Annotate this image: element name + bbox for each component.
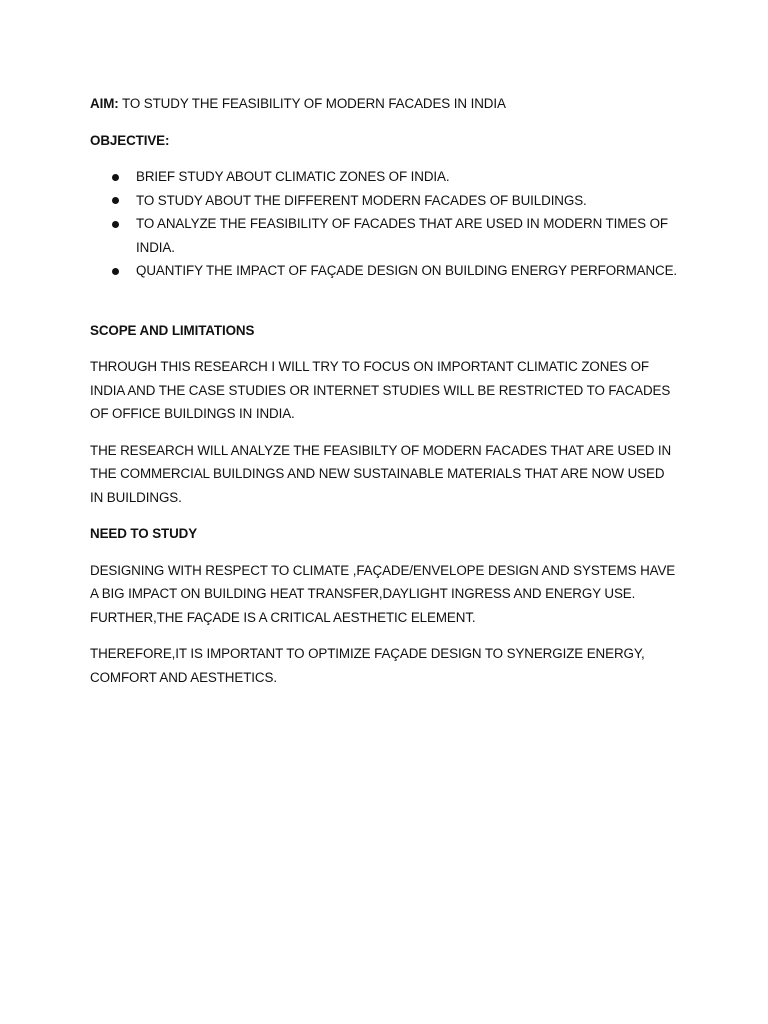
objective-item bbox=[90, 165, 696, 189]
objective-list bbox=[90, 165, 690, 283]
aim-text: TO STUDY THE FEASIBILITY OF MODERN FACADES IN INDIA bbox=[118, 96, 506, 111]
need-paragraph: DESIGNING WITH RESPECT TO CLIMATE ,FAÇADE/ENVELOPE DESIGN AND SYSTEMS HAVE A BIG IMPACT ON BUILDING HEAT TRANSFER,DAYLIGHT INGRESS AND ENERGY USE. FURTHER,THE FAÇADE IS A CRITICAL AESTHETIC ELEMENT. bbox=[90, 562, 676, 625]
objective-item-text: TO STUDY ABOUT THE DIFFERENT MODERN FACADES OF BUILDINGS. bbox=[136, 192, 587, 208]
aim-label: AIM: bbox=[90, 96, 119, 111]
objective-item bbox=[90, 259, 696, 283]
objective-item-text: QUANTIFY THE IMPACT OF FAÇADE DESIGN ON BUILDING ENERGY PERFORMANCE. bbox=[136, 263, 678, 278]
objective-item bbox=[90, 212, 696, 259]
objective-item-text: BRIEF STUDY ABOUT CLIMATIC ZONES OF INDIA. bbox=[136, 169, 450, 184]
bullet-icon bbox=[112, 268, 119, 275]
bullet-icon bbox=[112, 197, 119, 204]
scope-paragraph: THROUGH THIS RESEARCH I WILL TRY TO FOCUS ON IMPORTANT CLIMATIC ZONES OF INDIA AND THE CASE STUDIES OR INTERNET STUDIES WILL BE RESTRICTED TO FACADES OF OFFICE BUILDINGS IN INDIA. bbox=[90, 359, 671, 421]
objective-item bbox=[90, 189, 696, 213]
bullet-icon bbox=[112, 221, 119, 228]
aim-statement bbox=[90, 92, 690, 116]
objective-heading: OBJECTIVE: bbox=[90, 132, 170, 148]
need-paragraph: THEREFORE,IT IS IMPORTANT TO OPTIMIZE FAÇADE DESIGN TO SYNERGIZE ENERGY, COMFORT AND AESTHETICS. bbox=[90, 646, 645, 685]
need-heading: NEED TO STUDY bbox=[90, 526, 198, 541]
document-page bbox=[90, 92, 690, 702]
scope-paragraph: THE RESEARCH WILL ANALYZE THE FEASIBILTY OF MODERN FACADES THAT ARE USED IN THE COMMERCIAL BUILDINGS AND NEW SUSTAINABLE MATERIALS THAT ARE NOW USED IN BUILDINGS. bbox=[90, 442, 672, 505]
scope-heading: SCOPE AND LIMITATIONS bbox=[90, 322, 255, 338]
bullet-icon bbox=[112, 174, 119, 181]
objective-item-text: TO ANALYZE THE FEASIBILITY OF FACADES THAT ARE USED IN MODERN TIMES OF INDIA. bbox=[136, 216, 668, 255]
